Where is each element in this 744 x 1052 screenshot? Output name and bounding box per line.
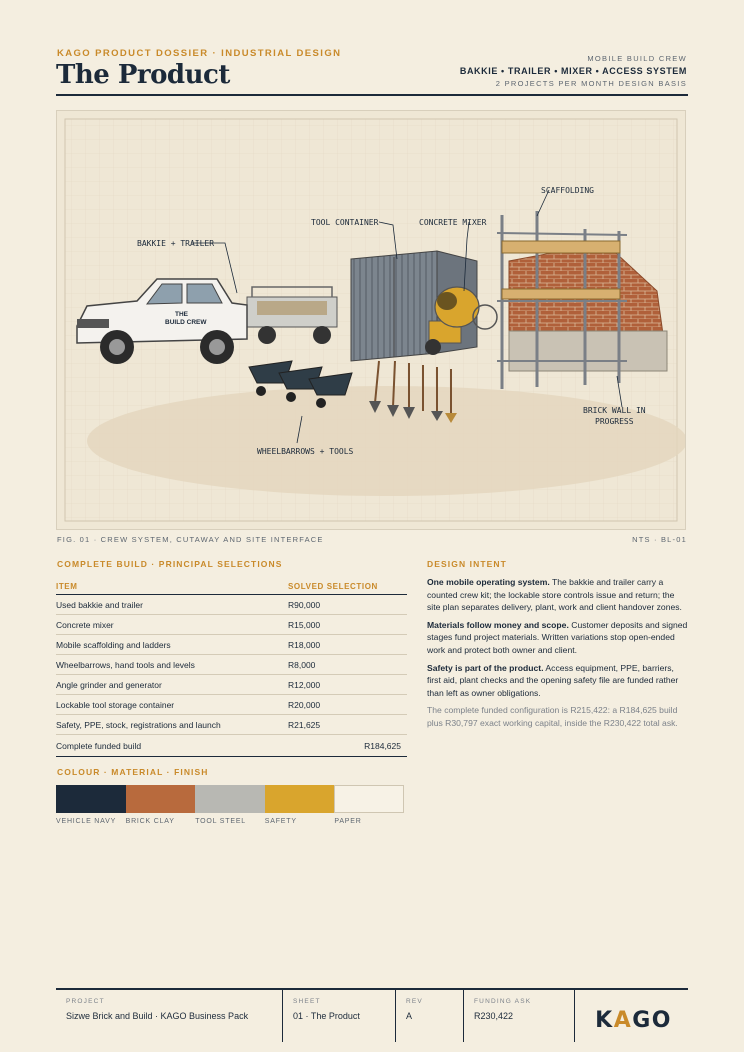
- swatch-color: [334, 785, 404, 813]
- header-meta-line2: BAKKIE • TRAILER • MIXER • ACCESS SYSTEM: [459, 66, 687, 76]
- selections-heading: COMPLETE BUILD · PRINCIPAL SELECTIONS: [57, 559, 283, 569]
- crew-system-illustration: [56, 110, 686, 530]
- intent-p2-body: Customer deposits and signed stages fund project materials. Written variations stop open-ended work and protect both owner and client.: [427, 619, 688, 655]
- footer-ask: [464, 990, 574, 1042]
- footer-sheet: [283, 990, 395, 1042]
- footer-project-label: PROJECT: [66, 998, 105, 1005]
- swatch-color: [126, 785, 196, 813]
- intent-p3-lead: Safety is part of the product.: [427, 662, 544, 673]
- table-row: [56, 695, 407, 715]
- row-value: R21,625: [288, 715, 407, 735]
- header-meta: [460, 54, 687, 88]
- table-row: [56, 675, 407, 695]
- intent-para-3: [427, 662, 689, 700]
- footer-ask-value: R230,422: [474, 1011, 514, 1021]
- row-value: R18,000: [288, 635, 407, 655]
- intent-p3-body: Access equipment, PPE, barriers, first aid, plant checks and the opening safety file are funded rather than left as owner obligations.: [427, 662, 679, 698]
- row-item: Safety, PPE, stock, registrations and launch: [56, 715, 288, 735]
- callout-wheelbarrows: WHEELBARROWS + TOOLS: [257, 447, 354, 456]
- footer-rev-value: A: [406, 1011, 413, 1021]
- header-meta-line3: 2 PROJECTS PER MONTH DESIGN BASIS: [495, 79, 687, 88]
- title-block-footer: [56, 988, 688, 1042]
- row-item: Mobile scaffolding and ladders: [56, 635, 288, 655]
- footer-rev-label: REV: [406, 998, 423, 1005]
- palette-swatches: [56, 785, 404, 825]
- table-row: [56, 595, 407, 615]
- illustration-svg: [57, 111, 685, 529]
- page-title: The Product: [56, 60, 230, 90]
- logo-letters-go: GO: [632, 1008, 672, 1033]
- swatch-name: TOOL STEEL: [195, 818, 246, 825]
- swatch-color: [265, 785, 335, 813]
- footer-rev: [396, 990, 463, 1042]
- ground-shadow: [87, 386, 685, 496]
- footer-sheet-value: 01 · The Product: [293, 1011, 360, 1021]
- header-rule: [56, 94, 688, 96]
- row-item: Angle grinder and generator: [56, 675, 288, 695]
- footer-divider: [574, 990, 575, 1042]
- col-value-header: SOLVED SELECTION: [288, 578, 407, 595]
- figure-ref: NTS · BL-01: [632, 535, 687, 544]
- table-row: [56, 635, 407, 655]
- footer-project-value: Sizwe Brick and Build · KAGO Business Pack: [66, 1011, 249, 1021]
- footer-sheet-label: SHEET: [293, 998, 321, 1005]
- door-text-2: BUILD CREW: [165, 319, 207, 326]
- swatch: [56, 785, 126, 825]
- callout-concrete-mixer: CONCRETE MIXER: [419, 218, 487, 227]
- swatch: [334, 785, 404, 825]
- total-value: R184,625: [288, 735, 407, 757]
- callout-brick-wall-1: BRICK WALL IN: [583, 406, 646, 415]
- swatch-color: [56, 785, 126, 813]
- row-item: Lockable tool storage container: [56, 695, 288, 715]
- row-value: R12,000: [288, 675, 407, 695]
- intent-p1-lead: One mobile operating system.: [427, 577, 550, 587]
- logo-letter-a: A: [613, 1008, 633, 1033]
- row-item: Wheelbarrows, hand tools and levels: [56, 655, 288, 675]
- row-value: R15,000: [288, 615, 407, 635]
- col-item-header: ITEM: [56, 578, 288, 595]
- swatch-name: VEHICLE NAVY: [56, 818, 117, 825]
- intent-p1-body: The bakkie and trailer carry a counted crew kit; the lockable store controls issue and return; the site plan separates delivery, plant, work and client handover zones.: [427, 577, 682, 613]
- header-meta-line1: MOBILE BUILD CREW: [587, 54, 687, 63]
- total-label: Complete funded build: [56, 735, 288, 757]
- swatch: [195, 785, 265, 825]
- figure-caption: FIG. 01 · CREW SYSTEM, CUTAWAY AND SITE INTERFACE: [57, 535, 324, 544]
- swatch-name: SAFETY: [264, 818, 297, 825]
- footer-ask-label: FUNDING ASK: [474, 998, 532, 1005]
- intent-para-4: The complete funded configuration is R215,422: a R184,625 build plus R30,797 exact working capital, inside the R230,422 total ask.: [427, 705, 678, 728]
- intent-heading: DESIGN INTENT: [427, 559, 507, 569]
- door-text-1: THE: [175, 311, 188, 318]
- dossier-eyebrow: KAGO PRODUCT DOSSIER · INDUSTRIAL DESIGN: [57, 48, 342, 59]
- intent-p2-lead: Materials follow money and scope.: [427, 619, 569, 630]
- swatch-color: [195, 785, 265, 813]
- selections-table: [56, 578, 407, 757]
- row-value: R8,000: [288, 655, 407, 675]
- callout-bakkie: BAKKIE + TRAILER: [137, 239, 215, 248]
- palette-heading: COLOUR · MATERIAL · FINISH: [57, 767, 209, 777]
- design-intent-text: [427, 576, 689, 735]
- row-value: R90,000: [288, 595, 407, 615]
- swatch-name: BRICK CLAY: [125, 818, 175, 825]
- row-value: R20,000: [288, 695, 407, 715]
- callout-scaffolding: SCAFFOLDING: [541, 186, 594, 195]
- table-row: [56, 615, 407, 635]
- footer-project: [56, 990, 282, 1042]
- table-header-row: [56, 578, 407, 595]
- callout-tool-container: TOOL CONTAINER: [311, 218, 379, 227]
- table-row: [56, 655, 407, 675]
- logo-letter-k: K: [595, 1008, 614, 1033]
- row-item: Used bakkie and trailer: [56, 595, 288, 615]
- intent-para-1: [427, 576, 689, 614]
- callout-brick-wall-2: PROGRESS: [595, 417, 634, 426]
- intent-para-2: [427, 619, 689, 657]
- row-item: Concrete mixer: [56, 615, 288, 635]
- swatch-name: PAPER: [334, 818, 362, 825]
- swatch: [126, 785, 196, 825]
- total-row: [56, 735, 407, 757]
- table-row: [56, 715, 407, 735]
- kago-logo: [595, 1008, 672, 1033]
- swatch: [265, 785, 335, 825]
